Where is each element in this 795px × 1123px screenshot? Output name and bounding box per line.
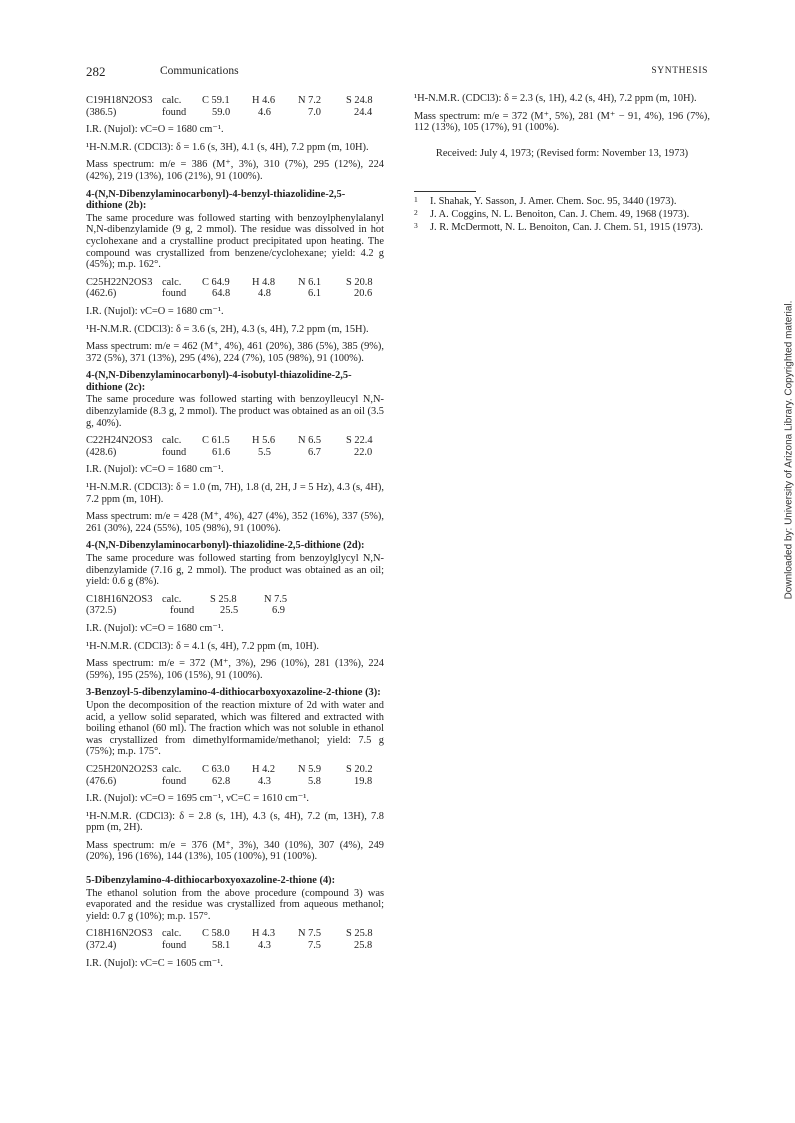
compound-2d-section	[86, 540, 384, 681]
mass-spectrum-data: Mass spectrum: m/e = 372 (M⁺, 3%), 296 (10%), 281 (13%), 224 (59%), 195 (25%), 106 (15%), 91 (100%).	[86, 658, 384, 681]
analysis-row-calc: C25H20N2O2S3 calc. C 63.0 H 4.2 N 5.9 S 20.2	[86, 763, 373, 775]
compound-4-section	[86, 875, 384, 969]
references-list	[414, 196, 710, 233]
reference-text: J. A. Coggins, N. L. Benoiton, Can. J. Chem. 49, 1968 (1973).	[430, 208, 690, 220]
elemental-analysis	[86, 594, 287, 617]
analysis-row-calc: C25H22N2OS3 calc. C 64.9 H 4.8 N 6.1 S 20.8	[86, 276, 373, 288]
analysis-row-found: (386.5) found 59.0 4.6 7.0 24.4	[86, 106, 373, 118]
procedure-text: The same procedure was followed starting from benzoylglycyl N,N-dibenzylamide (7.16 g, 2 mmol). The product was obtained as an oil; yield: 0.6 g (8%).	[86, 553, 384, 588]
analysis-row-found: (462.6) found 64.8 4.8 6.1 20.6	[86, 288, 373, 300]
analysis-row-found: (372.5) found 25.5 6.9	[86, 605, 285, 617]
reference-number: 2	[414, 207, 418, 217]
compound-2c-section	[86, 370, 384, 534]
compound-2b-section	[86, 189, 384, 365]
elemental-analysis-intro	[86, 95, 373, 118]
mass-spectrum-data: Mass spectrum: m/e = 376 (M⁺, 3%), 340 (10%), 307 (4%), 249 (20%), 196 (16%), 144 (13%), 105 (100%), 91 (100%).	[86, 839, 384, 863]
analysis-row-found: (428.6) found 61.6 5.5 6.7 22.0	[86, 446, 373, 458]
nmr-data: ¹H-N.M.R. (CDCl3): δ = 1.0 (m, 7H), 1.8 (d, 2H, J = 5 Hz), 4.3 (s, 4H), 7.2 ppm (m, 10H).	[86, 482, 384, 505]
footnote-divider	[414, 191, 476, 192]
reference-item	[414, 196, 710, 208]
received-date: Received: July 4, 1973; (Revised form: November 13, 1973)	[435, 147, 689, 159]
compound-title: 4-(N,N-Dibenzylaminocarbonyl)-4-benzyl-thiazolidine-2,5- dithione (2b):	[86, 188, 346, 212]
mass-spectrum-data: Mass spectrum: m/e = 462 (M⁺, 4%), 461 (20%), 386 (5%), 385 (9%), 372 (5%), 371 (13%), 295 (4%), 224 (7%), 105 (98%), 91 (100%).	[86, 341, 384, 364]
analysis-row-calc: C19H18N2OS3 calc. C 59.1 H 4.6 N 7.2 S 24.8	[86, 95, 373, 106]
procedure-text: The same procedure was followed starting with benzoylphenylalanyl N,N-dibenzylamide (9 g, 2 mmol). The residue was dissolved in hot cyclohexane and a crystalline product precipitated upon heating. The compound was crystallized from benzene/cyclohexane; yield: 4.2 g (45%); m.p. 162°.	[86, 212, 384, 271]
reference-text: I. Shahak, Y. Sasson, J. Amer. Chem. Soc. 95, 3440 (1973).	[430, 196, 677, 208]
reference-number: 1	[414, 195, 418, 205]
mass-spectrum-data: Mass spectrum: m/e = 372 (M⁺, 5%), 281 (M⁺ − 91, 4%), 196 (7%), 112 (13%), 105 (17%), 91 (100%).	[414, 110, 710, 134]
procedure-text: The ethanol solution from the above procedure (compound 3) was evaporated and the residue was crystallized from aqueous methanol; yield: 0.7 g (10%); m.p. 157°.	[86, 887, 384, 922]
analysis-row-found: (372.4) found 58.1 4.3 7.5 25.8	[86, 940, 373, 952]
procedure-text: Upon the decomposition of the reaction mixture of 2d with water and acid, a yellow solid separated, which was filtered and extracted with boiling ethanol (60 ml). The fraction which was not soluble in ethanol was crystallized from dimethylformamide/methanol; yield: 7.5 g (75%); m.p. 175°.	[86, 699, 384, 758]
left-column	[86, 93, 384, 975]
analysis-row-calc: C22H24N2OS3 calc. C 61.5 H 5.6 N 6.5 S 22.4	[86, 435, 373, 447]
ir-data: I.R. (Nujol): νC=O = 1680 cm⁻¹.	[86, 464, 224, 476]
analysis-row-calc: C18H16N2OS3 calc. S 25.8 N 7.5	[86, 593, 288, 605]
mass-spectrum-data: Mass spectrum: m/e = 428 (M⁺, 4%), 427 (4%), 352 (16%), 337 (5%), 261 (30%), 224 (55%), 105 (98%), 91 (100%).	[86, 511, 384, 534]
reference-text: J. R. McDermott, N. L. Benoiton, Can. J. Chem. 51, 1915 (1973).	[430, 221, 704, 233]
page-header	[86, 64, 710, 80]
nmr-data: ¹H-N.M.R. (CDCl3): δ = 4.1 (s, 4H), 7.2 ppm (m, 10H).	[86, 640, 319, 652]
nmr-data: ¹H-N.M.R. (CDCl3): δ = 1.6 (s, 3H), 4.1 (s, 4H), 7.2 ppm (m, 10H).	[86, 141, 369, 153]
compound-title: 4-(N,N-Dibenzylaminocarbonyl)-thiazolidine-2,5-dithione (2d):	[86, 540, 365, 552]
compound-3-section	[86, 687, 384, 863]
compound-title: 3-Benzoyl-5-dibenzylamino-4-dithiocarboxyoxazoline-2-thione (3):	[86, 687, 381, 699]
analysis-row-found: (476.6) found 62.8 4.3 5.8 19.8	[86, 775, 373, 787]
elemental-analysis	[86, 928, 373, 951]
ir-data: I.R. (Nujol): νC=O = 1680 cm⁻¹.	[86, 305, 224, 317]
ir-data: I.R. (Nujol): νC=O = 1695 cm⁻¹, νC=C = 1610 cm⁻¹.	[86, 793, 309, 805]
reference-item	[414, 209, 710, 221]
section-name: Communications	[160, 65, 239, 77]
mass-spectrum-data: Mass spectrum: m/e = 386 (M⁺, 3%), 310 (7%), 295 (12%), 224 (42%), 219 (13%), 106 (21%), 91 (100%).	[86, 159, 384, 182]
right-column	[414, 93, 710, 234]
ir-data: I.R. (Nujol): νC=C = 1605 cm⁻¹.	[86, 957, 224, 969]
nmr-data: ¹H-N.M.R. (CDCl3): δ = 2.8 (s, 1H), 4.3 (s, 4H), 7.2 (m, 13H), 7.8 ppm (m, 2H).	[86, 810, 384, 834]
elemental-analysis	[86, 764, 373, 787]
reference-number: 3	[414, 220, 418, 230]
ir-data: I.R. (Nujol): νC=O = 1680 cm⁻¹.	[86, 124, 224, 136]
nmr-data: ¹H-N.M.R. (CDCl3): δ = 2.3 (s, 1H), 4.2 (s, 4H), 7.2 ppm (m, 10H).	[414, 93, 697, 104]
procedure-text: The same procedure was followed starting with benzoylleucyl N,N-dibenzylamide (8.3 g, 2 mmol). The product was obtained as an oil (3.5 g, 40%).	[86, 394, 384, 429]
compound-title: 5-Dibenzylamino-4-dithiocarboxyoxazoline-2-thione (4):	[86, 875, 336, 887]
elemental-analysis	[86, 277, 373, 300]
nmr-data: ¹H-N.M.R. (CDCl3): δ = 3.6 (s, 2H), 4.3 (s, 4H), 7.2 ppm (m, 15H).	[86, 323, 369, 335]
page-number: 282	[86, 64, 106, 79]
ir-data: I.R. (Nujol): νC=O = 1680 cm⁻¹.	[86, 622, 224, 634]
elemental-analysis	[86, 435, 373, 458]
analysis-row-calc: C18H16N2OS3 calc. C 58.0 H 4.3 N 7.5 S 25.8	[86, 928, 373, 940]
compound-title: 4-(N,N-Dibenzylaminocarbonyl)-4-isobutyl-thiazolidine-2,5- dithione (2c):	[86, 370, 352, 393]
journal-name: SYNTHESIS	[651, 66, 708, 76]
reference-item	[414, 222, 710, 234]
download-watermark: Downloaded by: University of Arizona Library. Copyrighted material.	[783, 300, 795, 600]
